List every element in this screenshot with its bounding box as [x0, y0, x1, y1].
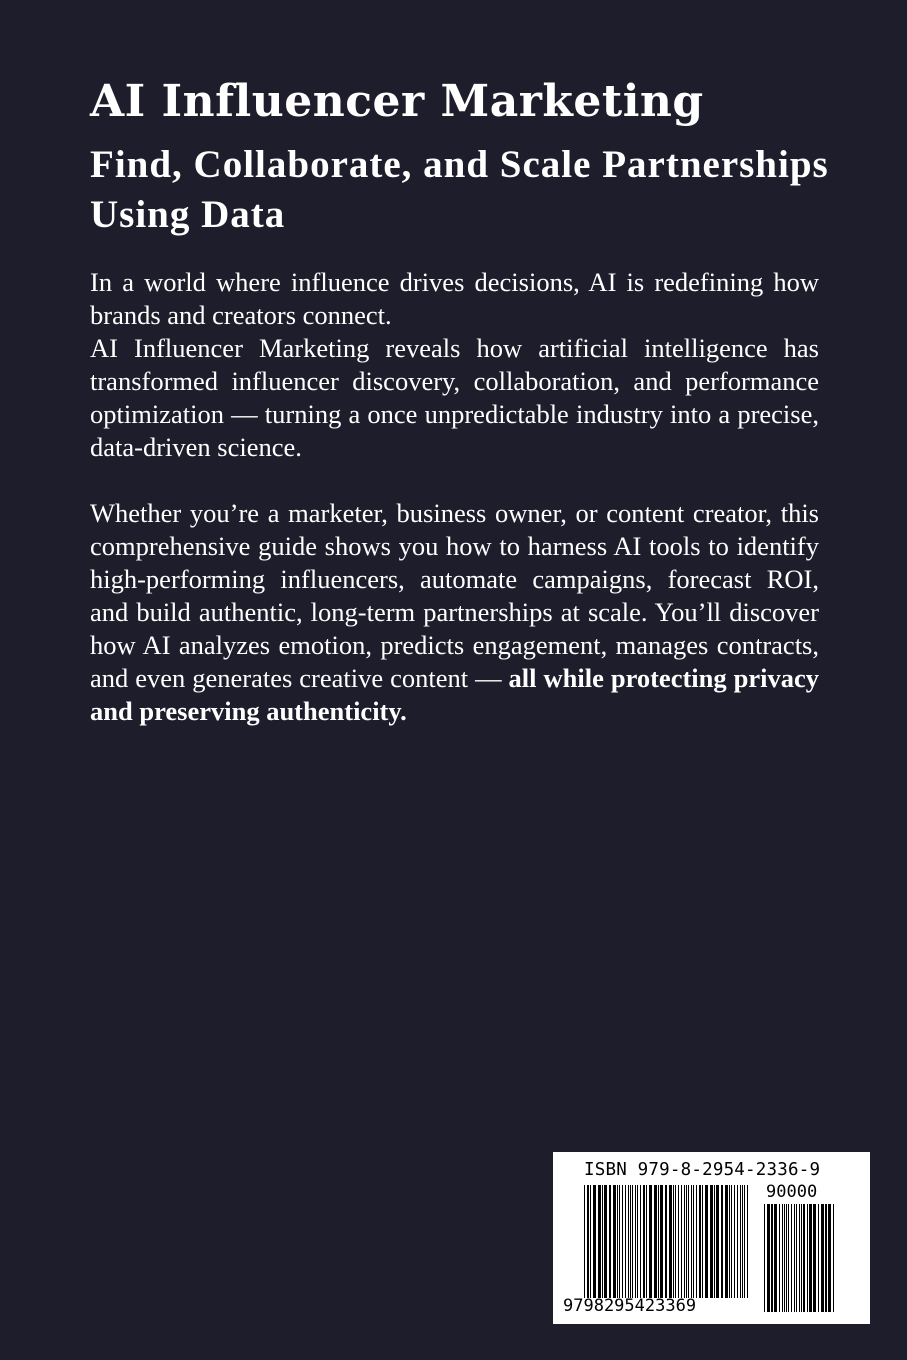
- barcode-bar: [744, 1185, 745, 1298]
- barcode-bar: [693, 1185, 694, 1298]
- ean-number: 9798295423369: [563, 1296, 697, 1316]
- barcode-bar: [833, 1204, 834, 1312]
- barcode-bar: [801, 1204, 802, 1312]
- barcode-bar: [788, 1204, 789, 1312]
- barcode-bar: [737, 1185, 738, 1298]
- barcode-bar: [821, 1204, 824, 1312]
- barcode-bar: [716, 1185, 719, 1298]
- addon-number: 90000: [766, 1182, 818, 1202]
- barcode-bar: [628, 1185, 629, 1298]
- barcode-bar: [637, 1185, 638, 1298]
- barcode-bar: [613, 1185, 616, 1298]
- barcode-bar: [688, 1185, 689, 1298]
- barcode-bar: [602, 1185, 603, 1298]
- barcode-bar: [799, 1204, 800, 1312]
- barcode-bar: [729, 1185, 730, 1298]
- barcode-bar: [625, 1185, 626, 1298]
- barcode-bar: [764, 1204, 765, 1312]
- barcode-bar: [630, 1185, 631, 1298]
- barcode-bar: [767, 1204, 770, 1312]
- barcode-bar: [813, 1204, 816, 1312]
- barcode-bar: [649, 1185, 652, 1298]
- barcode-bar: [632, 1185, 633, 1298]
- barcode-bar: [791, 1204, 792, 1312]
- barcode-bar: [714, 1185, 715, 1298]
- barcode-bar: [669, 1185, 672, 1298]
- barcode-bar: [654, 1185, 657, 1298]
- barcode-bar: [742, 1185, 743, 1298]
- barcode-bar: [782, 1204, 783, 1312]
- barcode-bar: [622, 1185, 623, 1298]
- barcode-bar: [807, 1204, 808, 1312]
- book-subtitle: Find, Collaborate, and Scale Partnerships Using Data: [90, 143, 829, 236]
- barcode-bar: [794, 1204, 795, 1312]
- barcode-bar: [584, 1185, 585, 1298]
- barcode-bar: [587, 1185, 589, 1298]
- barcode-bar: [779, 1204, 780, 1312]
- barcode-bar: [678, 1185, 679, 1298]
- blurb-intro: In a world where influence drives decisions, AI is redefining how brands and creators connect.: [90, 267, 819, 330]
- barcode-bar: [681, 1185, 682, 1298]
- barcode-bar: [640, 1185, 641, 1298]
- barcode-bar: [786, 1204, 787, 1312]
- barcode-bar: [803, 1204, 805, 1312]
- barcode-bar: [696, 1185, 697, 1298]
- barcode-bar: [604, 1185, 607, 1298]
- barcode-bar: [598, 1185, 601, 1298]
- barcode-bar: [725, 1185, 728, 1298]
- barcode-bar: [658, 1185, 659, 1298]
- barcode-bar: [673, 1185, 674, 1298]
- barcode-bar: [705, 1185, 708, 1298]
- barcode-bar: [684, 1185, 685, 1298]
- barcode-bar: [590, 1185, 591, 1298]
- barcode-bar: [731, 1185, 732, 1298]
- blurb-details: [90, 497, 819, 728]
- barcode-bar: [593, 1185, 596, 1298]
- barcode-bar: [747, 1185, 748, 1298]
- barcode-bar: [609, 1185, 611, 1298]
- barcode-bar: [702, 1185, 703, 1298]
- barcode-bar: [721, 1185, 723, 1298]
- barcode-bar: [734, 1185, 735, 1298]
- barcode-bar: [796, 1204, 797, 1312]
- barcode-bar: [686, 1185, 687, 1298]
- blurb-details-text: Whether you’re a marketer, business owner, or content creator, this comprehensive guide shows you how to harness AI tools to identify high-performing influencers, automate campaigns, forecast ROI, and build authentic, long-term partnerships at scale. You’ll discover how AI analyzes emotion, predicts engagement, manages contracts, and even generates creative content —: [90, 498, 819, 693]
- barcode-bar: [710, 1185, 713, 1298]
- barcode-bar: [643, 1185, 645, 1298]
- barcode-bar: [665, 1185, 667, 1298]
- blurb-details-emphasis: all while protecting privacy and preserving authenticity.: [90, 663, 819, 726]
- barcode-bar: [646, 1185, 647, 1298]
- barcode-bar: [699, 1185, 701, 1298]
- blurb: [90, 266, 819, 728]
- barcode-bar: [635, 1185, 636, 1298]
- barcode-bar: [617, 1185, 618, 1298]
- barcode-bar: [771, 1204, 773, 1312]
- barcode-bar: [691, 1185, 692, 1298]
- isbn-barcode: [553, 1152, 870, 1324]
- barcode-bar: [619, 1185, 620, 1298]
- barcode-bar: [825, 1204, 827, 1312]
- isbn-label: ISBN 979-8-2954-2336-9: [584, 1160, 821, 1180]
- barcode-bar: [809, 1204, 812, 1312]
- barcode-bar: [740, 1185, 741, 1298]
- blurb-description: AI Influencer Marketing reveals how artificial intelligence has transformed influencer discovery, collaboration, and performance optimization — turning a once unpredictable industry into a precise, data-driven science.: [90, 333, 819, 462]
- book-title: AI Influencer Marketing: [90, 76, 704, 127]
- barcode-bar: [818, 1204, 819, 1312]
- barcode-bar: [774, 1204, 777, 1312]
- barcode-bar: [784, 1204, 785, 1312]
- barcode-bar: [660, 1185, 663, 1298]
- barcode-bar: [828, 1204, 831, 1312]
- barcode-bar: [675, 1185, 676, 1298]
